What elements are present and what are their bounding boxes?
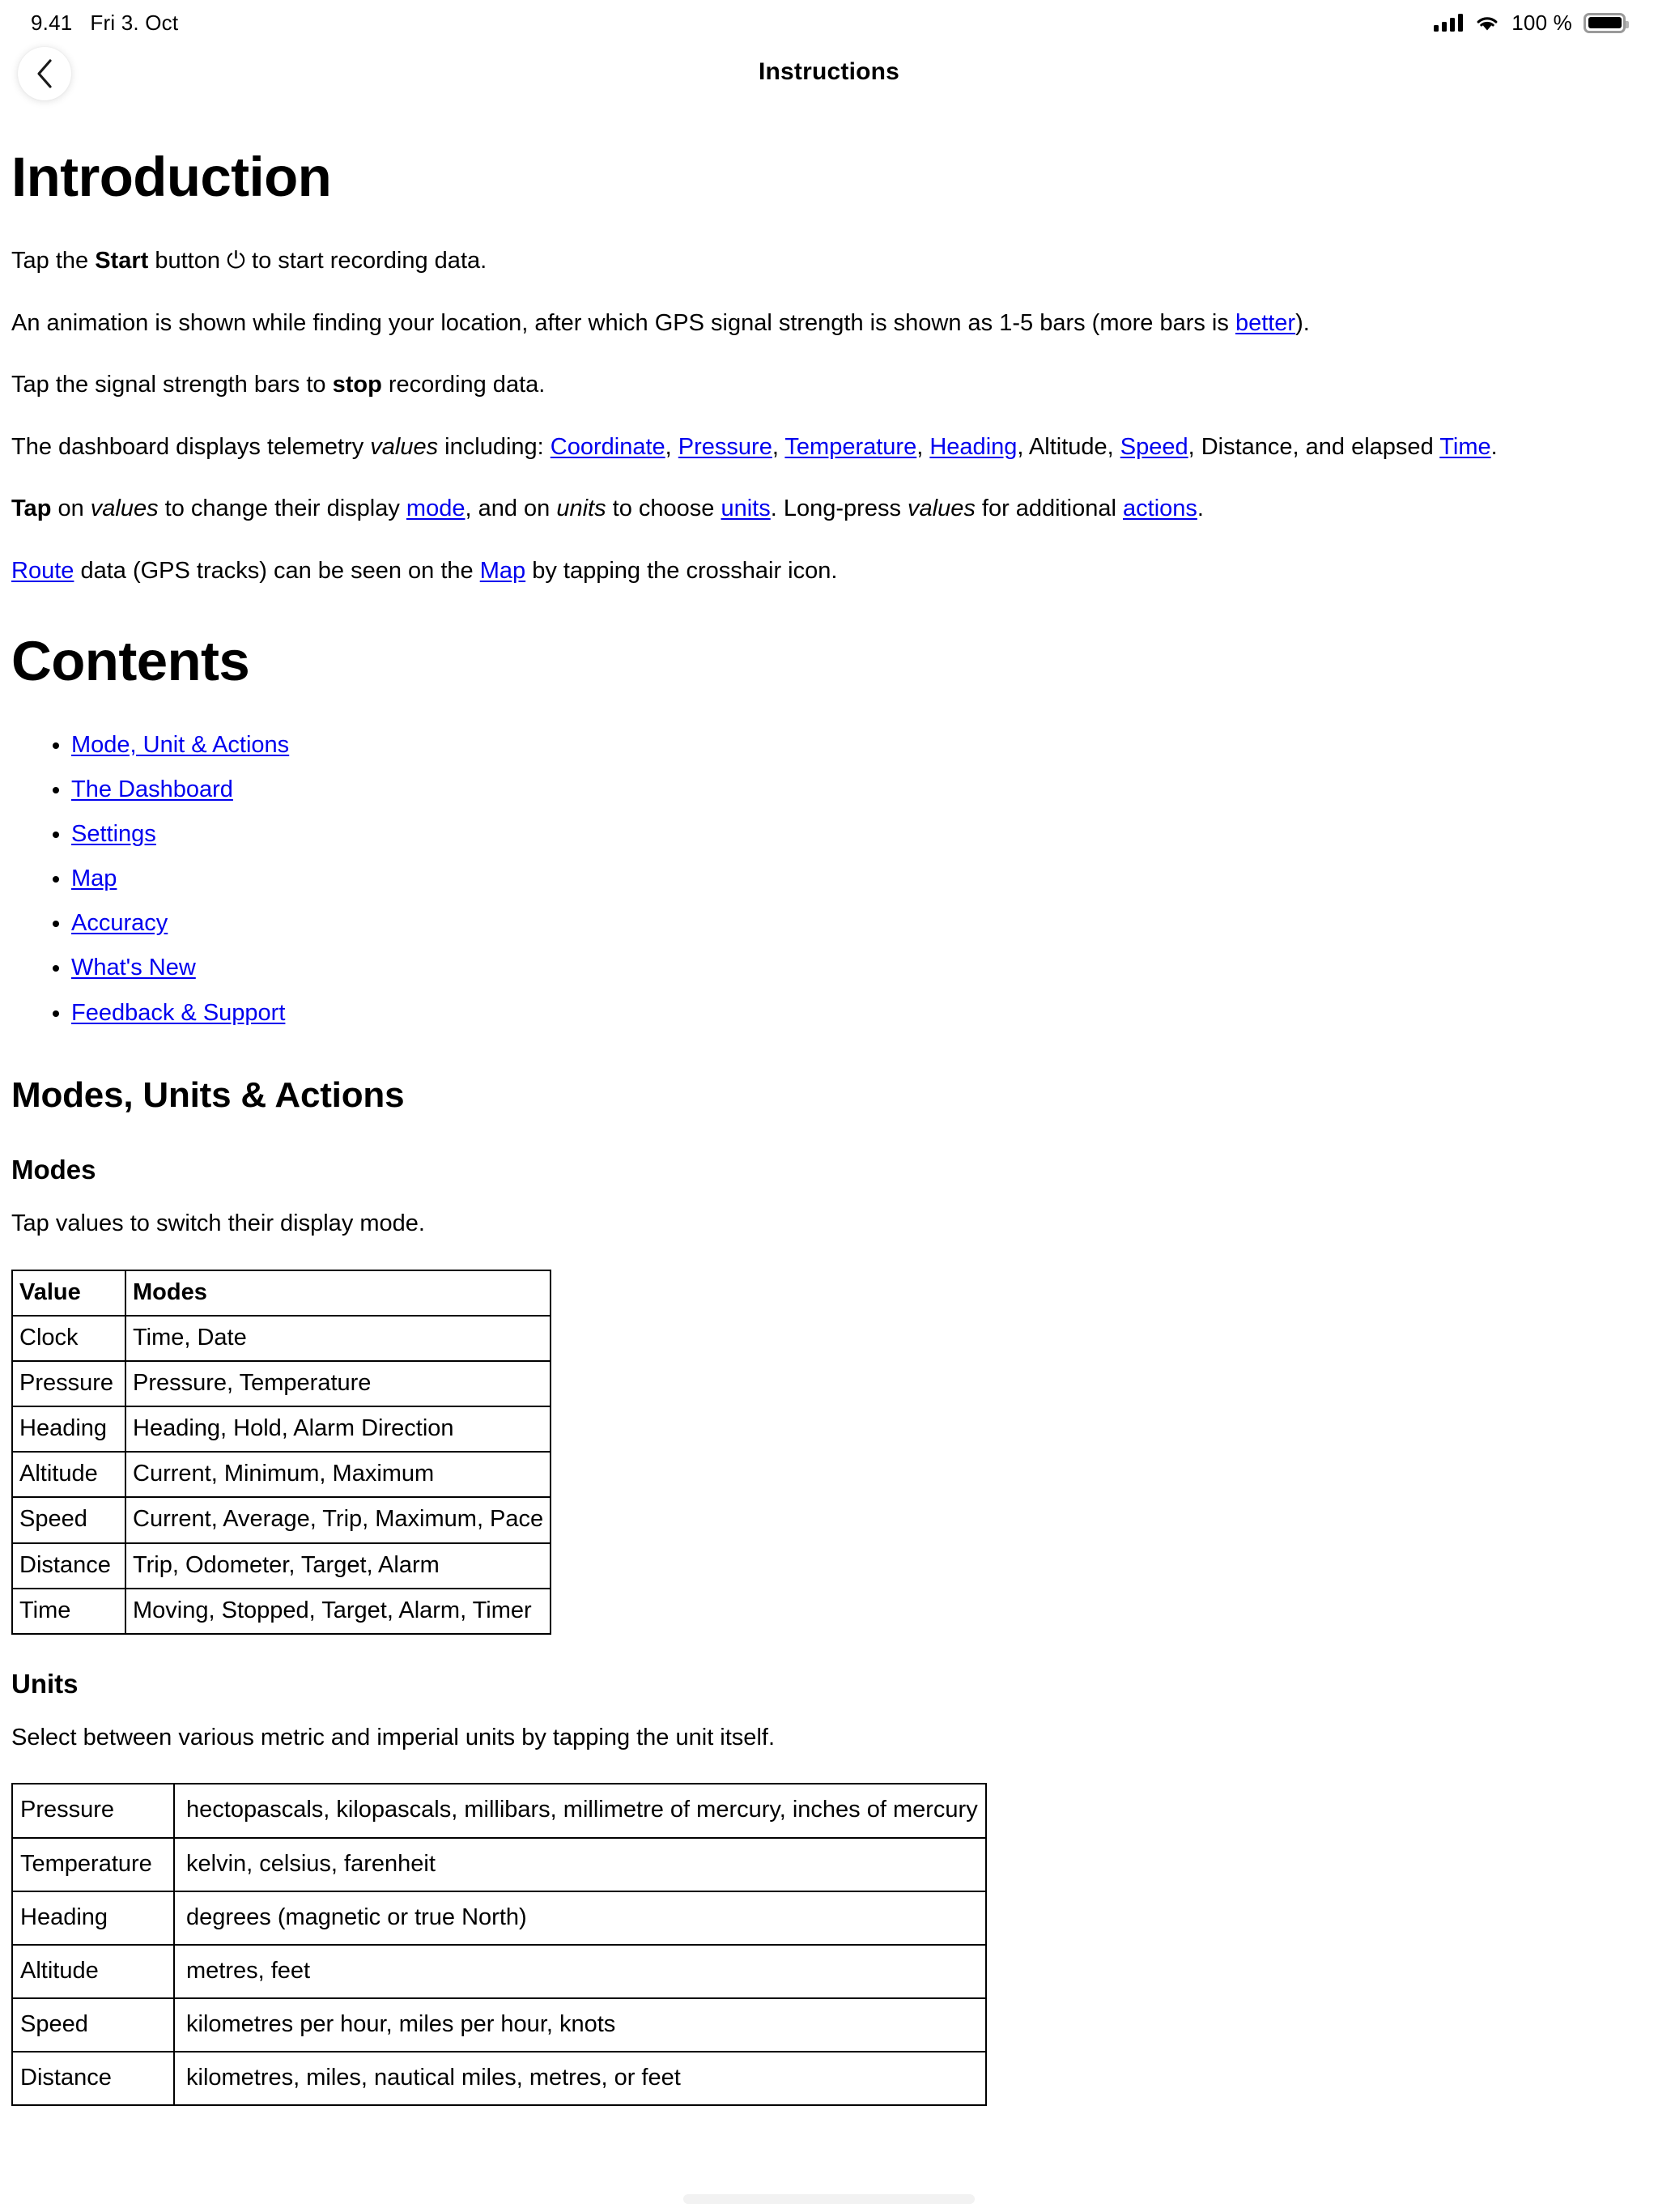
list-item [71,907,1647,940]
table-row [12,1891,986,1945]
paragraph-tap-values [11,492,1647,525]
link-temperature[interactable]: Temperature [784,433,917,460]
p4-end: . [1490,433,1498,460]
modes-cell-modes: Time, Date [125,1316,551,1361]
heading-contents: Contents [11,629,250,692]
units-cell-value: Heading [12,1891,174,1945]
toc-link-the-dashboard[interactable]: The Dashboard [71,776,233,802]
battery-icon [1584,13,1626,33]
wifi-icon [1474,13,1500,32]
toc-link-feedback-support[interactable]: Feedback & Support [71,999,286,1026]
link-speed[interactable]: Speed [1120,433,1188,460]
toc-link-settings[interactable]: Settings [71,820,156,847]
cellular-signal-icon [1434,14,1463,32]
p6-text-a: data (GPS tracks) can be seen on the [74,557,480,584]
status-date: Fri 3. Oct [90,10,179,35]
heading-introduction: Introduction [11,146,332,208]
link-units[interactable]: units [721,496,771,522]
paragraph-route-map [11,555,1647,588]
modes-cell-value: Distance [12,1543,125,1589]
instructions-document [0,138,1658,2106]
home-indicator[interactable] [683,2194,975,2204]
modes-col-value: Value [12,1270,125,1316]
p4-plain2: , Distance, and elapsed [1188,433,1440,460]
p5-text-e: . Long-press [770,496,908,522]
table-row [12,1316,551,1361]
toc-link-mode-unit-actions[interactable]: Mode, Unit & Actions [71,731,290,758]
units-cell-units: kilometres, miles, nautical miles, metres, or feet [174,2052,986,2105]
modes-cell-modes: Current, Average, Trip, Maximum, Pace [125,1497,551,1542]
units-cell-value: Speed [12,1998,174,2052]
link-coordinate[interactable]: Coordinate [550,433,665,460]
p3-bold-stop: stop [332,372,382,398]
page-title: Instructions [758,58,900,85]
paragraph-gps-signal [11,307,1647,340]
link-heading[interactable]: Heading [929,433,1018,460]
modes-table [11,1270,551,1635]
table-row [12,1589,551,1634]
battery-percent-label: 100 % [1511,10,1572,35]
link-better[interactable]: better [1235,309,1296,336]
link-actions[interactable]: actions [1123,496,1197,522]
modes-cell-value: Heading [12,1406,125,1452]
units-cell-units: kelvin, celsius, farenheit [174,1838,986,1891]
status-time: 9.41 [31,10,73,35]
modes-cell-modes: Trip, Odometer, Target, Alarm [125,1543,551,1589]
power-icon: ⏻ [227,247,245,274]
table-row [12,1784,986,1837]
units-cell-value: Altitude [12,1945,174,1998]
p2-text-a: An animation is shown while finding your location, after which GPS signal strength is shown as 1-5 bars (more bars is [11,309,1235,336]
list-item [71,773,1647,806]
table-row [12,1998,986,2052]
table-row [12,1497,551,1542]
heading-modes-units-actions: Modes, Units & Actions [11,1074,405,1115]
status-bar-left [31,11,178,36]
p6-text-b: by tapping the crosshair icon. [525,557,838,584]
p4-text-b: including: [438,433,551,460]
p4-text-a: The dashboard displays telemetry [11,433,371,460]
toc-link-whats-new[interactable]: What's New [71,955,196,981]
p5-text-c: , and on [465,496,557,522]
heading-units: Units [11,1669,79,1699]
table-row [12,1406,551,1452]
p1-text-c: to start recording data. [244,247,487,274]
units-cell-value: Pressure [12,1784,174,1837]
paragraph-start-button [11,245,1647,278]
nav-bar [0,45,1658,104]
modes-cell-value: Speed [12,1497,125,1542]
modes-cell-modes: Current, Minimum, Maximum [125,1452,551,1497]
status-bar [0,0,1658,45]
units-cell-units: hectopascals, kilopascals, millibars, millimetre of mercury, inches of mercury [174,1784,986,1837]
p5-text-b: to change their display [158,496,406,522]
p5-italic-values-2: values [908,496,976,522]
p4-plain1: , Altitude, [1017,433,1120,460]
link-mode[interactable]: mode [406,496,466,522]
p3-text-b: recording data. [381,372,546,398]
p5-text-a: on [51,496,91,522]
units-cell-units: kilometres per hour, miles per hour, knots [174,1998,986,2052]
p5-text-g: . [1197,496,1204,522]
p4-sep2: , [772,433,785,460]
p5-text-d: to choose [606,496,721,522]
p1-text-b: button [148,247,227,274]
table-row [12,2052,986,2105]
units-table [11,1783,987,2106]
list-item [71,729,1647,762]
paragraph-modes-intro: Tap values to switch their display mode. [11,1210,425,1237]
p4-italic-values: values [370,433,439,460]
paragraph-units-intro: Select between various metric and imperial units by tapping the unit itself. [11,1724,775,1750]
paragraph-stop-recording [11,368,1647,402]
heading-modes: Modes [11,1155,96,1185]
link-time[interactable]: Time [1439,433,1491,460]
modes-cell-value: Pressure [12,1361,125,1406]
units-cell-value: Temperature [12,1838,174,1891]
link-pressure[interactable]: Pressure [678,433,772,460]
toc-link-accuracy[interactable]: Accuracy [71,910,168,937]
table-row [12,1361,551,1406]
modes-col-modes: Modes [125,1270,551,1316]
modes-cell-value: Time [12,1589,125,1634]
modes-cell-value: Clock [12,1316,125,1361]
modes-cell-value: Altitude [12,1452,125,1497]
p3-text-a: Tap the signal strength bars to [11,372,333,398]
p4-sep3: , [916,433,930,460]
status-bar-right [1434,11,1626,36]
table-of-contents [11,729,1647,1030]
list-item [71,818,1647,851]
list-item [71,951,1647,985]
p5-italic-values-1: values [90,496,159,522]
p5-italic-units: units [556,496,606,522]
link-route[interactable]: Route [11,557,74,584]
p5-text-f: for additional [975,496,1124,522]
list-item [71,997,1647,1030]
modes-cell-modes: Heading, Hold, Alarm Direction [125,1406,551,1452]
table-row [12,1452,551,1497]
p2-text-b: ). [1295,309,1310,336]
p5-bold-tap: Tap [11,496,52,522]
table-header-row [12,1270,551,1316]
units-cell-units: metres, feet [174,1945,986,1998]
list-item [71,862,1647,895]
table-row [12,1543,551,1589]
paragraph-telemetry-values [11,431,1647,464]
p1-bold-start: Start [95,247,149,274]
toc-link-map[interactable]: Map [71,866,117,892]
table-row [12,1838,986,1891]
modes-cell-modes: Pressure, Temperature [125,1361,551,1406]
link-map[interactable]: Map [479,557,526,584]
units-cell-value: Distance [12,2052,174,2105]
table-row [12,1945,986,1998]
p1-text-a: Tap the [11,247,96,274]
units-cell-units: degrees (magnetic or true North) [174,1891,986,1945]
modes-cell-modes: Moving, Stopped, Target, Alarm, Timer [125,1589,551,1634]
p4-sep1: , [665,433,678,460]
